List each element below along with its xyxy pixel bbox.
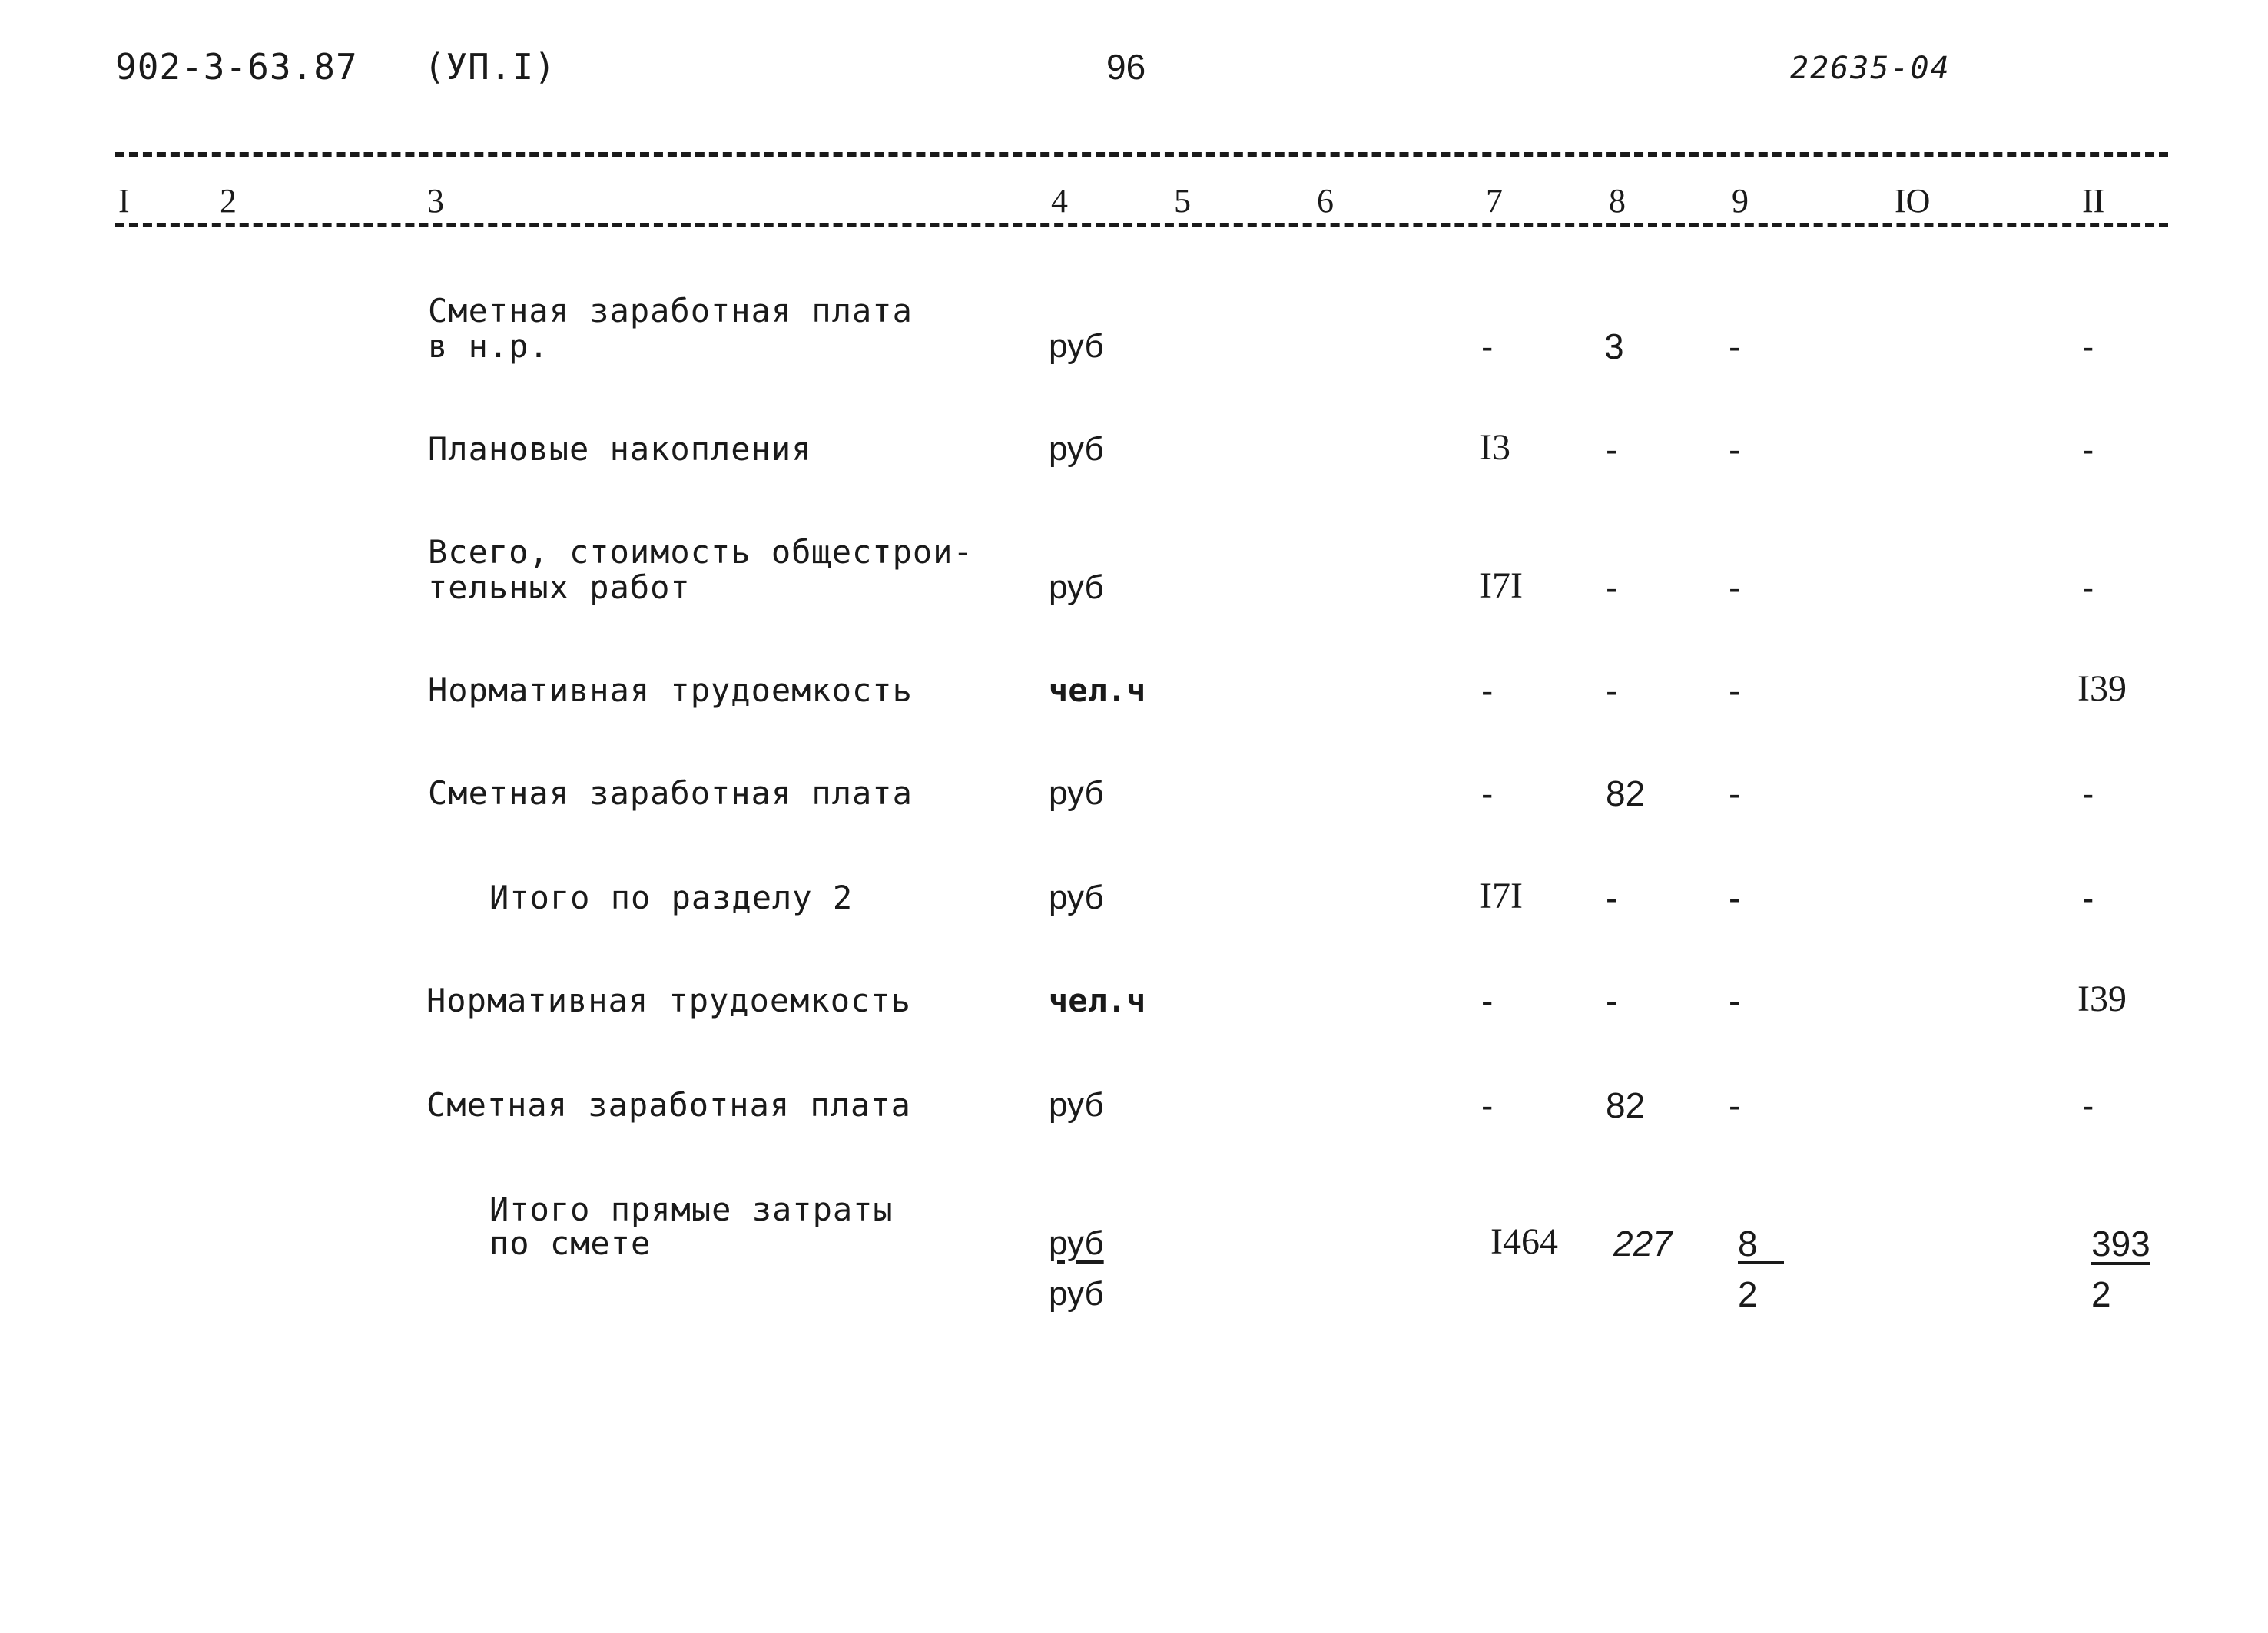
cell-col-9: - — [1729, 773, 1741, 813]
cell-col-9: - — [1729, 429, 1741, 469]
column-number-5: 5 — [1169, 181, 1195, 221]
cell-col-11: I39 — [2077, 979, 2127, 1019]
row-description: Сметная заработная плата — [428, 774, 913, 812]
cell-col-8: 227 — [1613, 1224, 1673, 1264]
column-number-3: 3 — [423, 181, 449, 221]
column-number-4: 4 — [1046, 181, 1073, 221]
cell-col-11: - — [2082, 326, 2094, 366]
row-unit: руб — [1049, 1086, 1104, 1124]
column-number-8: 8 — [1604, 181, 1630, 221]
cell-col-9: - — [1729, 326, 1741, 366]
row-unit: чел.ч — [1049, 982, 1146, 1019]
row-unit: руб — [1049, 1224, 1104, 1262]
cell-col-11: - — [2082, 1085, 2094, 1125]
row-description-continued: тельных работ — [428, 568, 691, 606]
cell-col-7: - — [1481, 1085, 1494, 1125]
cell-col-11: 393 — [2091, 1224, 2150, 1264]
cell-col-9-denominator: 2 — [1738, 1274, 1758, 1314]
cell-col-7: I7I — [1480, 876, 1523, 916]
cell-col-8: - — [1606, 568, 1618, 608]
cell-col-8: - — [1606, 981, 1618, 1021]
row-description: Сметная заработная плата — [426, 1086, 911, 1124]
cell-col-9: - — [1729, 568, 1741, 608]
column-number-11: II — [2077, 181, 2109, 221]
cell-col-11: - — [2082, 429, 2094, 469]
album-number: (УП.I) — [423, 46, 556, 88]
top-divider — [115, 152, 2168, 157]
row-unit: руб — [1049, 430, 1104, 468]
cell-col-11: - — [2082, 568, 2094, 608]
cell-col-11: - — [2082, 878, 2094, 918]
row-description: Сметная заработная плата — [428, 292, 913, 330]
document-code — [115, 46, 556, 88]
row-description: Нормативная трудоемкость — [426, 982, 911, 1019]
archive-number: 22635-04 — [1790, 51, 1951, 86]
cell-col-9: - — [1729, 878, 1741, 918]
cell-col-11: - — [2082, 773, 2094, 813]
row-unit: руб — [1049, 568, 1104, 606]
row-description: Плановые накопления — [428, 430, 812, 468]
row-unit: руб — [1049, 774, 1104, 812]
row-description-continued: в н.р. — [428, 327, 549, 365]
cell-col-8: - — [1606, 878, 1618, 918]
row-description-continued: по смете — [489, 1224, 652, 1262]
cell-col-9: 8 — [1738, 1226, 1784, 1264]
row-unit: руб — [1049, 879, 1104, 916]
doc-number: 902-3-63.87 — [115, 46, 358, 88]
cell-col-7: I464 — [1490, 1221, 1558, 1262]
row-unit: чел.ч — [1049, 671, 1146, 709]
cell-col-8: 82 — [1606, 1085, 1646, 1125]
cell-col-7: I7I — [1480, 565, 1523, 606]
row-unit-denominator: руб — [1049, 1275, 1104, 1313]
cell-col-7: - — [1481, 326, 1494, 366]
column-number-10: IO — [1890, 181, 1935, 221]
cell-col-11-denominator: 2 — [2091, 1274, 2111, 1314]
cell-col-11: I39 — [2077, 668, 2127, 709]
cell-col-7: - — [1481, 773, 1494, 813]
page-number: 96 — [1106, 47, 1146, 87]
cell-col-8: 3 — [1604, 326, 1624, 366]
cell-col-8: - — [1606, 671, 1618, 711]
cell-col-7: - — [1481, 981, 1494, 1021]
cell-col-9: - — [1729, 671, 1741, 711]
cell-col-8: 82 — [1606, 773, 1646, 813]
cell-col-7: - — [1481, 671, 1494, 711]
cell-col-9: - — [1729, 981, 1741, 1021]
column-header-divider — [115, 223, 2168, 227]
cell-col-7: I3 — [1480, 427, 1510, 468]
column-number-7: 7 — [1481, 181, 1507, 221]
cell-col-8: - — [1606, 429, 1618, 469]
column-number-6: 6 — [1312, 181, 1338, 221]
row-description: Итого прямые затраты — [489, 1191, 894, 1228]
row-description: Итого по разделу 2 — [489, 879, 854, 916]
row-description: Нормативная трудоемкость — [428, 671, 913, 709]
column-number-1: I — [114, 181, 134, 221]
cell-col-9: - — [1729, 1085, 1741, 1125]
row-description: Всего, стоимость общестрои- — [428, 533, 973, 571]
row-unit: руб — [1049, 327, 1104, 365]
column-number-9: 9 — [1727, 181, 1753, 221]
column-number-2: 2 — [215, 181, 241, 221]
